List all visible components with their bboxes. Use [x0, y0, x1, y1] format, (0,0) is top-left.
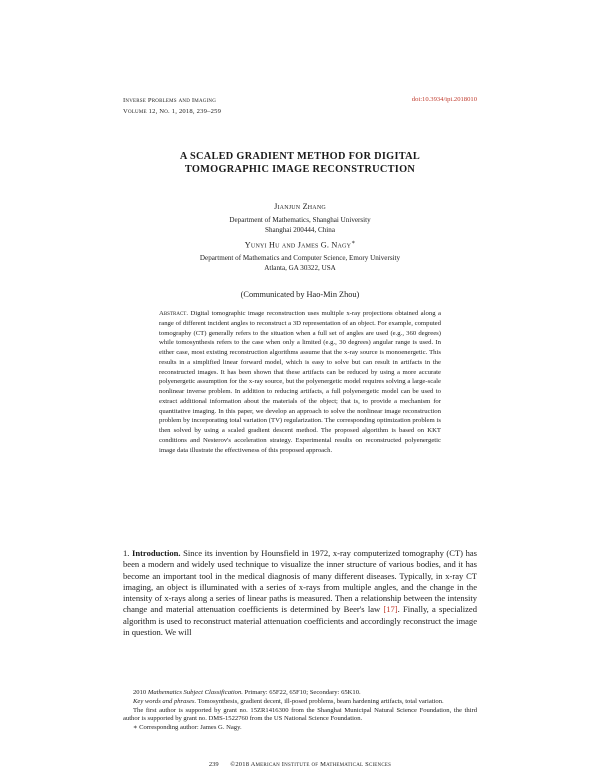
- communicated-by: (Communicated by Hao-Min Zhou): [240, 290, 360, 299]
- affiliation-first-line-1: Department of Mathematics, Shanghai University: [229, 216, 371, 224]
- doi-link[interactable]: doi:10.3934/ipi.2018010: [411, 96, 477, 103]
- paper-title: [0, 150, 600, 176]
- page-number: 239: [208, 761, 219, 768]
- journal-name: Inverse Problems and Imaging: [123, 97, 217, 104]
- citation-link[interactable]: [17]: [383, 604, 398, 615]
- footnote-grant: The first author is supported by grant no. 15ZR1416300 from the Shanghai Municipal Natural Science Foundation, the third author is supported by grant no. DMS-1522760 from the US National Science Foundation.: [123, 706, 477, 723]
- corresponding-mark: ∗: [351, 240, 356, 246]
- volume-info: Volume 12, No. 1, 2018, 239–259: [123, 107, 222, 115]
- affiliation-second: [0, 253, 600, 273]
- msc-prefix: 2010: [133, 689, 148, 696]
- msc-label: Mathematics Subject Classification.: [147, 689, 243, 696]
- copyright: ©2018 American Institute of Mathematical Sciences: [230, 761, 392, 768]
- footnote-msc: [123, 689, 477, 698]
- intro-text-1: Since its invention by Hounsfield in 1972, x-ray computerized tomography (CT) has been a modern and widely used technique to visualize the inner structure of various bodies, and it has become an important tool in the medical diagnosis of many different diseases. Typically, in x-ray CT imaging, an object is illuminated with a series of x-rays from multiple angles, and the change in the intensity of x-rays along a series of linear paths is measured. Then a relationship between the intensity change and material attenuation coefficients is determined by Beer's law: [123, 548, 477, 615]
- abstract: [159, 309, 441, 455]
- affiliation-first-line-2: Shanghai 200444, China: [265, 226, 335, 234]
- page-footer: [0, 761, 600, 768]
- section-heading: Introduction.: [132, 548, 181, 558]
- abstract-text: Digital tomographic image reconstruction uses multiple x-ray projections obtained along a range of different incident angles to reconstruct a 3D representation of an object. For example, computed tomography (CT) generally refers to the situation when a full set of angles are used (e.g., 360 degrees) while tomosynthesis refers to the case when only a limited (e.g., 30 degrees) angular range is used. In either case, most existing reconstruction algorithms assume that the x-ray source is monoenergetic. This results in a simplified linear forward model, which is easy to solve but can result in artifacts in the reconstructed images. It has been shown that these artifacts can be reduced by using a more accurate polyenergetic assumption for the x-ray source, but the polyenergetic model requires solving a large-scale nonlinear inverse problem. In addition to reducing artifacts, a full polyenergetic model can be used to extract additional information about the materials of the object; that is, to provide a mechanism for quantitative imaging. In this paper, we develop an approach to solve the nonlinear image reconstruction problem by incorporating total variation (TV) regularization. The corresponding optimization problem is then solved by using a scaled gradient descent method. The proposed algorithm is based on KKT conditions and Nesterov's acceleration strategy. Experimental results on reconstructed polyenergetic image data illustrate the effectiveness of this proposed approach.: [159, 310, 442, 454]
- footnote-corresponding: ∗ Corresponding author: James G. Nagy.: [133, 724, 242, 731]
- title-line-1: A SCALED GRADIENT METHOD FOR DIGITAL: [179, 151, 421, 162]
- journal-header: [123, 96, 221, 117]
- intro-text-2: . Finally, a specialized algorithm is used to reconstruct material attenuation coefficients and accordingly reconstruct the image in question. We will: [123, 604, 477, 637]
- keywords-label: Key words and phrases.: [133, 697, 197, 705]
- affiliation-first: [0, 215, 600, 235]
- footnote-keywords: [123, 698, 477, 707]
- msc-text: Primary: 65F22, 65F10; Secondary: 65K10.: [242, 689, 361, 696]
- title-line-2: TOMOGRAPHIC IMAGE RECONSTRUCTION: [184, 164, 416, 175]
- affiliation-second-line-2: Atlanta, GA 30322, USA: [264, 264, 336, 272]
- introduction-section: [123, 548, 477, 638]
- author-second: [0, 239, 600, 250]
- abstract-label: Abstract.: [159, 310, 189, 317]
- author-first: Jianjun Zhang: [274, 202, 326, 211]
- footnotes: [123, 689, 477, 733]
- section-number: 1.: [123, 548, 130, 558]
- author-second-names: Yunyi Hu and James G. Nagy: [244, 240, 352, 250]
- affiliation-second-line-1: Department of Mathematics and Computer Science, Emory University: [199, 254, 401, 262]
- keywords-text: Tomosynthesis, gradient decent, ill-posed problems, beam hardening artifacts, total variation.: [196, 697, 444, 705]
